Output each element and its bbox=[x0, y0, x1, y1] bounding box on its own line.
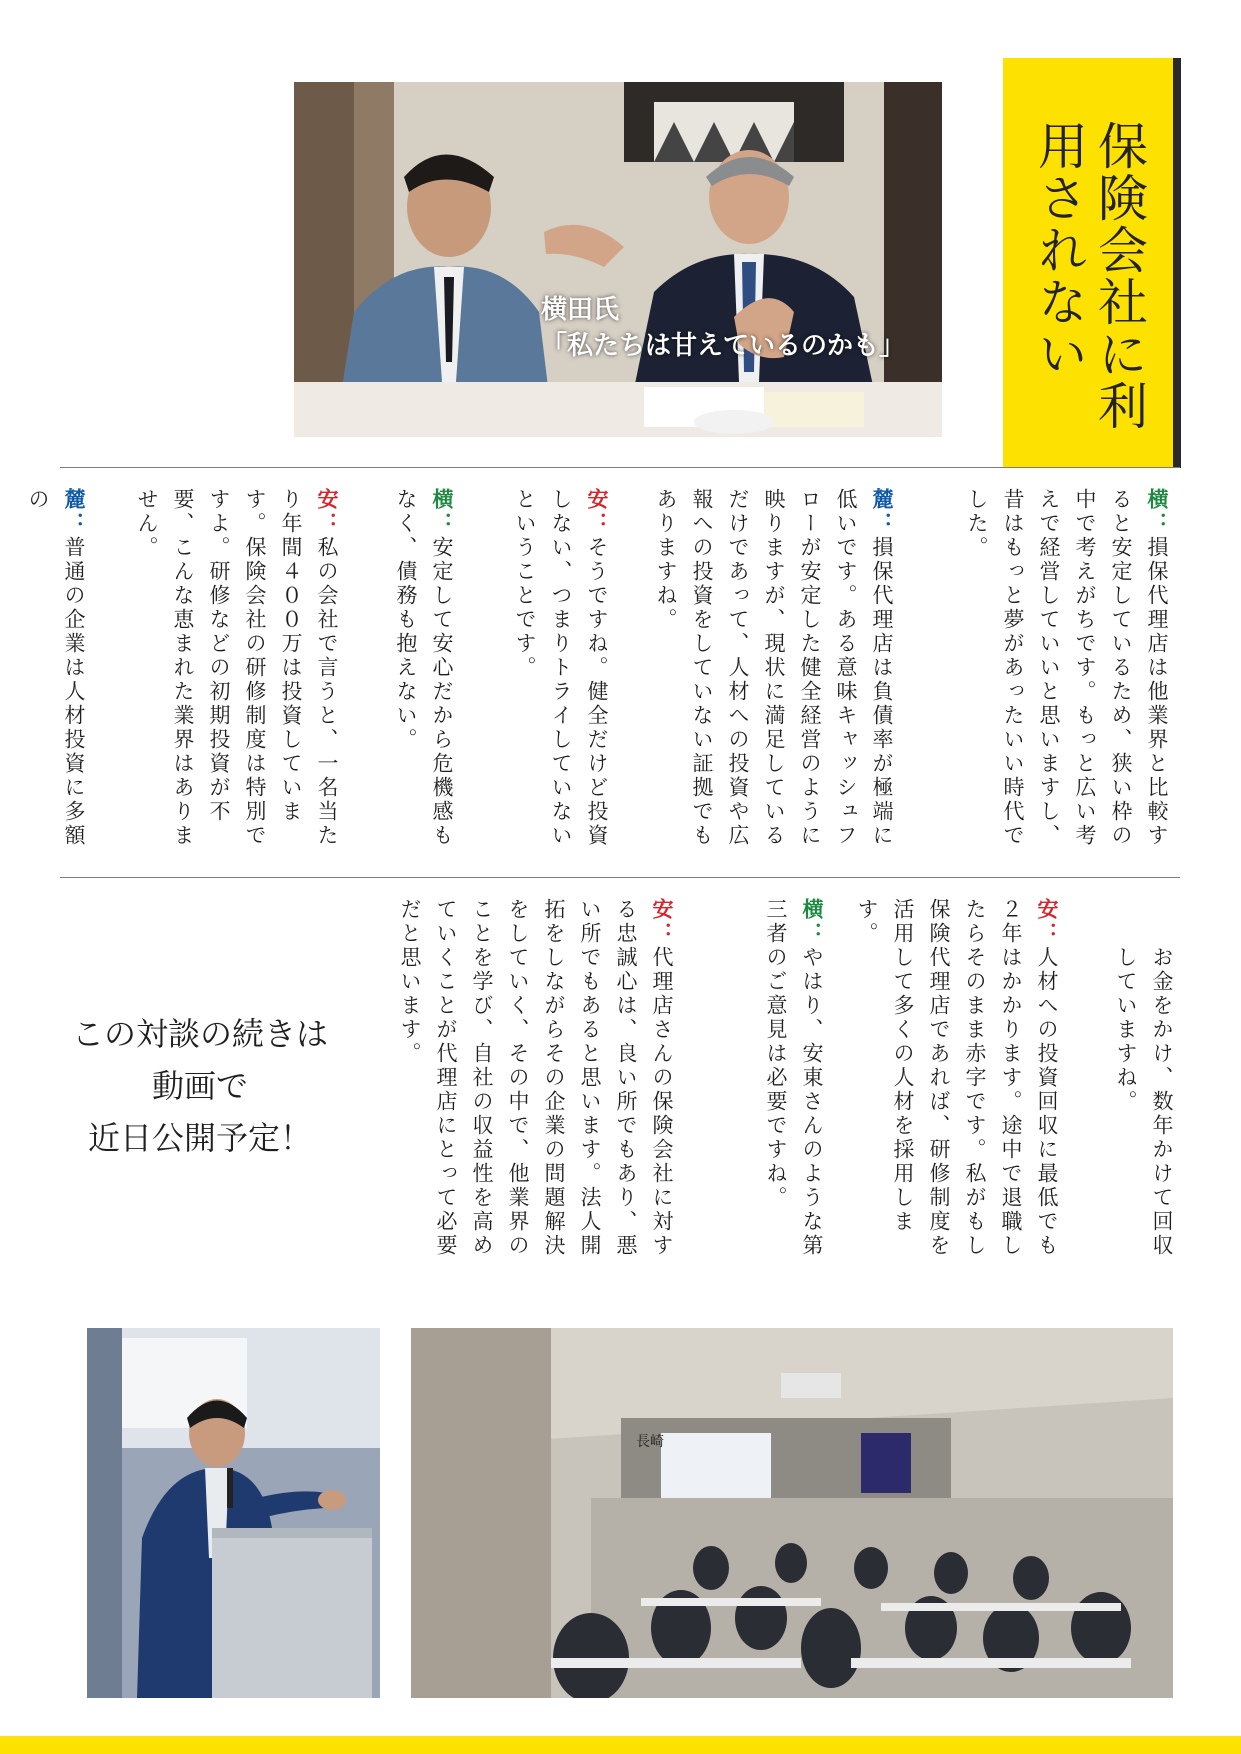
dialogue-yokota-3: 横：やはり、安東さんのような第三者のご意見は必要ですね。 bbox=[764, 898, 825, 1258]
dialogue-text: そうですね。健全だけど投資しない、つまりトライしていないということです。 bbox=[513, 488, 609, 848]
dialogue-roku-1: 麓：損保代理店は負債率が極端に低いです。ある意味キャッシュフローが安定した健全経営のように映りますが、現状に満足しているだけであって、人材への投資や広報への投資をしていない証拠でもありますね。 bbox=[654, 488, 895, 848]
speaker-mark: 麓 bbox=[870, 488, 895, 512]
dialogue-text: 代理店さんの保険会社に対する忠誠心は、良い所でもあり、悪い所でもあると思います。法人開拓をしながらその企業の問題解決をしていく、その中で、他業界のことを学び、自社の収益性を高めていくことが代理店にとって必要だと思います。 bbox=[398, 898, 674, 1258]
banner-sign: 長崎 bbox=[636, 1434, 664, 1450]
dialogue-text: やはり、安東さんのような第三者のご意見は必要ですね。 bbox=[764, 898, 824, 1258]
speaker-mark: 安 bbox=[585, 488, 610, 512]
divider-middle bbox=[60, 877, 1180, 878]
dialogue-yasu-4: 安：代理店さんの保険会社に対する忠誠心は、良い所でもあり、悪い所でもあると思います。法人開拓をしながらその企業の問題解決をしていく、その中で、他業界のことを学び、自社の収益性を高めていくことが代理店にとって必要だと思います。 bbox=[398, 898, 675, 1258]
dialogue-yasu-1: 安：そうですね。健全だけど投資しない、つまりトライしていないということです。 bbox=[513, 488, 610, 848]
divider-top bbox=[60, 467, 1180, 468]
dialogue-text: お金をかけ、数年かけて回収していますね。 bbox=[1114, 946, 1174, 1258]
seminar-photo bbox=[411, 1328, 1173, 1698]
caption-line-2: 「私たちは甘えているのかも」 bbox=[541, 331, 906, 361]
dialogue-yokota-2: 横：安定して安心だから危機感もなく、債務も抱えない。 bbox=[394, 488, 455, 848]
caption-line-1: 横田氏 bbox=[541, 295, 620, 325]
speaker-mark: 横 bbox=[800, 898, 825, 922]
seminar-photo-illustration bbox=[411, 1328, 1173, 1698]
interview-photo-illustration bbox=[294, 82, 942, 437]
dialogue-yasu-2: 安：私の会社で言うと、一名当たり年間４００万は投資しています。保険会社の研修制度は特別ですよ。研修などの初期投資が不要、こんな恵まれた業界はありません。 bbox=[135, 488, 340, 848]
speaker-mark: 安 bbox=[650, 898, 675, 922]
speaker-photo bbox=[87, 1328, 380, 1698]
dialogue-yasu-3: 安：人材への投資回収に最低でも２年はかかります。途中で退職したらそのまま赤字です。私がもし保険代理店であれば、研修制度を活用して多くの人材を採用します。 bbox=[855, 898, 1060, 1258]
section-title: 保険会社に利用されない bbox=[1030, 120, 1148, 432]
interview-photo bbox=[294, 82, 942, 437]
promo-line-3: 近日公開予定！ bbox=[87, 1119, 312, 1157]
speaker-mark: 安 bbox=[315, 488, 340, 512]
dialogue-text: 損保代理店は負債率が極端に低いです。ある意味キャッシュフローが安定した健全経営のように映りますが、現状に満足しているだけであって、人材への投資や広報への投資をしていない証拠でもありますね。 bbox=[654, 488, 894, 848]
title-block bbox=[1003, 58, 1173, 468]
dialogue-yokota-1: 横：損保代理店は他業界と比較すると安定しているため、狭い枠の中で考えがちです。もっと広い考えで経営していいと思いますし、昔はもっと夢があったいい時代でした。 bbox=[965, 488, 1170, 848]
dialogue-text: 損保代理店は他業界と比較すると安定しているため、狭い枠の中で考えがちです。もっと広い考えで経営していいと思いますし、昔はもっと夢があったいい時代でした。 bbox=[965, 488, 1169, 848]
speaker-photo-illustration bbox=[87, 1328, 380, 1698]
dialogue-roku-2: 麓：普通の企業は人材投資に多額の bbox=[26, 488, 87, 848]
promo-line-1: この対談の続きは bbox=[71, 1015, 328, 1053]
speaker-mark: 横 bbox=[430, 488, 455, 512]
bottom-accent-bar bbox=[0, 1736, 1241, 1754]
dialogue-text: 安定して安心だから危機感もなく、債務も抱えない。 bbox=[394, 488, 454, 848]
dialogue-text: 人材への投資回収に最低でも２年はかかります。途中で退職したらそのまま赤字です。私がもし保険代理店であれば、研修制度を活用して多くの人材を採用します。 bbox=[855, 898, 1059, 1258]
speaker-mark: 安 bbox=[1035, 898, 1060, 922]
speaker-mark: 横 bbox=[1145, 488, 1170, 512]
dialogue-text: 普通の企業は人材投資に多額の bbox=[26, 488, 86, 848]
speaker-mark: 麓 bbox=[62, 488, 87, 512]
video-promo bbox=[60, 1008, 340, 1164]
promo-line-2: 動画で bbox=[151, 1067, 248, 1105]
photo-caption bbox=[541, 292, 905, 364]
dialogue-text: 私の会社で言うと、一名当たり年間４００万は投資しています。保険会社の研修制度は特別ですよ。研修などの初期投資が不要、こんな恵まれた業界はありません。 bbox=[135, 488, 339, 848]
dialogue-continued bbox=[1105, 946, 1180, 1276]
title-block-shadow bbox=[1173, 58, 1181, 468]
